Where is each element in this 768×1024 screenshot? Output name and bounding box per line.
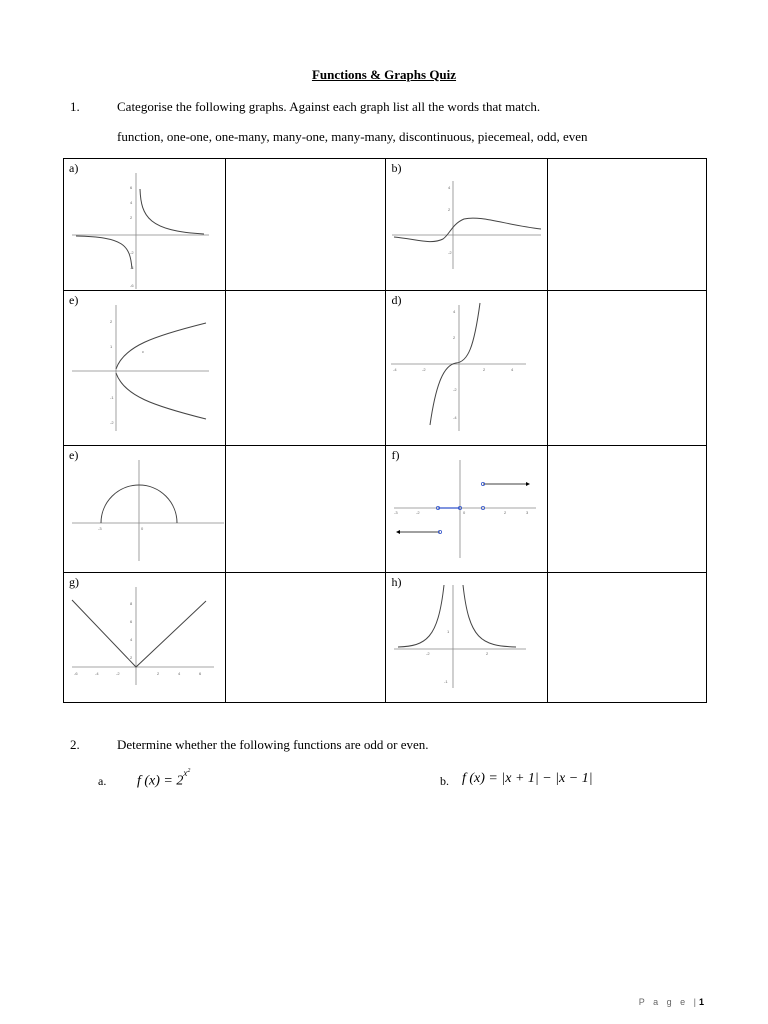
svg-text:-4: -4 [130,265,134,270]
graph-label-c: e) [69,293,79,307]
svg-text:-2: -2 [110,420,114,425]
svg-text:2: 2 [448,207,451,212]
question-1-word-list: function, one-one, one-many, many-one, many-many, discontinuous, piecemeal, odd, even [117,129,588,144]
graph-h [386,573,547,703]
svg-text:-2: -2 [116,671,120,676]
question-2-number: 2. [70,737,80,752]
graph-cell-d [386,291,548,446]
svg-text:-4: -4 [393,367,398,372]
svg-text:-2: -2 [448,250,453,255]
svg-text:4: 4 [130,200,133,205]
graph-b [386,159,547,291]
graph-cell-b [386,159,548,291]
answer-cell-c[interactable] [225,291,386,446]
question-1-text: Categorise the following graphs. Against each graph list all the words that match. [117,99,541,114]
svg-text:c: c [142,349,144,354]
graph-e [64,446,225,573]
graph-label-g: g) [69,575,79,589]
svg-text:-6: -6 [130,283,134,288]
svg-text:4: 4 [511,367,514,372]
page-footer [639,997,704,1007]
page-title: Functions & Graphs Quiz [311,67,457,82]
svg-text:-2: -2 [422,367,427,372]
svg-text:3: 3 [526,510,529,515]
svg-text:-2: -2 [426,651,431,656]
svg-text:4: 4 [130,637,133,642]
svg-text:-2: -2 [453,387,458,392]
svg-text:1: 1 [110,344,113,349]
part-b-expression: f (x) = |x + 1| − |x − 1| [462,771,593,786]
svg-text:-2: -2 [416,510,421,515]
graph-label-a: a) [69,161,79,175]
graph-cell-h [386,573,548,703]
svg-text:2: 2 [504,510,507,515]
svg-text:2: 2 [483,367,486,372]
footer-page-number: 1 [698,997,704,1007]
svg-text:6: 6 [199,671,202,676]
answer-cell-b[interactable] [548,159,707,291]
graph-c [64,291,225,446]
graph-cell-a [64,159,226,291]
svg-text:4: 4 [453,309,456,314]
answer-cell-f[interactable] [548,446,707,573]
question-1-number: 1. [70,99,80,114]
part-a-exponent: x [183,768,188,778]
svg-text:-6: -6 [74,671,78,676]
graph-label-e: e) [69,448,79,462]
answer-cell-h[interactable] [548,573,707,703]
answer-cell-e[interactable] [225,446,386,573]
svg-text:2: 2 [486,651,489,656]
graph-g [64,573,225,703]
graph-table [63,158,707,703]
svg-text:-3: -3 [394,510,399,515]
graph-d [386,291,547,446]
part-b-label: b. [440,774,449,788]
svg-text:2: 2 [110,319,113,324]
svg-text:-4: -4 [453,415,458,420]
svg-text:-1: -1 [110,395,114,400]
graph-label-f: f) [391,448,400,462]
footer-separator: | [693,997,699,1007]
graph-cell-c [64,291,226,446]
svg-text:-3: -3 [98,526,102,531]
part-a-label: a. [98,774,107,788]
graph-label-b: b) [391,161,402,175]
part-a-exponent-power: 2 [187,768,191,774]
graph-f [386,446,547,573]
svg-text:2: 2 [130,215,133,220]
graph-a [64,159,225,291]
svg-text:6: 6 [130,185,133,190]
answer-cell-d[interactable] [548,291,707,446]
graph-cell-g [64,573,226,703]
svg-text:2: 2 [453,335,456,340]
graph-label-d: d) [391,293,402,307]
answer-cell-g[interactable] [225,573,386,703]
svg-text:-2: -2 [130,250,134,255]
answer-cell-a[interactable] [225,159,386,291]
question-2-text: Determine whether the following functions are odd or even. [117,737,429,752]
svg-text:8: 8 [130,601,133,606]
svg-text:0: 0 [141,526,144,531]
svg-text:2: 2 [130,655,133,660]
svg-text:4: 4 [448,185,451,190]
svg-text:0: 0 [463,510,466,515]
svg-text:-1: -1 [444,679,449,684]
graph-cell-e [64,446,226,573]
graph-label-h: h) [391,575,402,589]
part-a-lhs: f (x) = 2 [137,773,184,789]
part-a-expression [137,768,191,790]
graph-cell-f [386,446,548,573]
footer-page-word: P a g e [638,997,689,1007]
svg-text:1: 1 [447,629,450,634]
svg-text:4: 4 [178,671,181,676]
svg-text:-4: -4 [95,671,99,676]
svg-text:2: 2 [157,671,160,676]
svg-text:6: 6 [130,619,133,624]
